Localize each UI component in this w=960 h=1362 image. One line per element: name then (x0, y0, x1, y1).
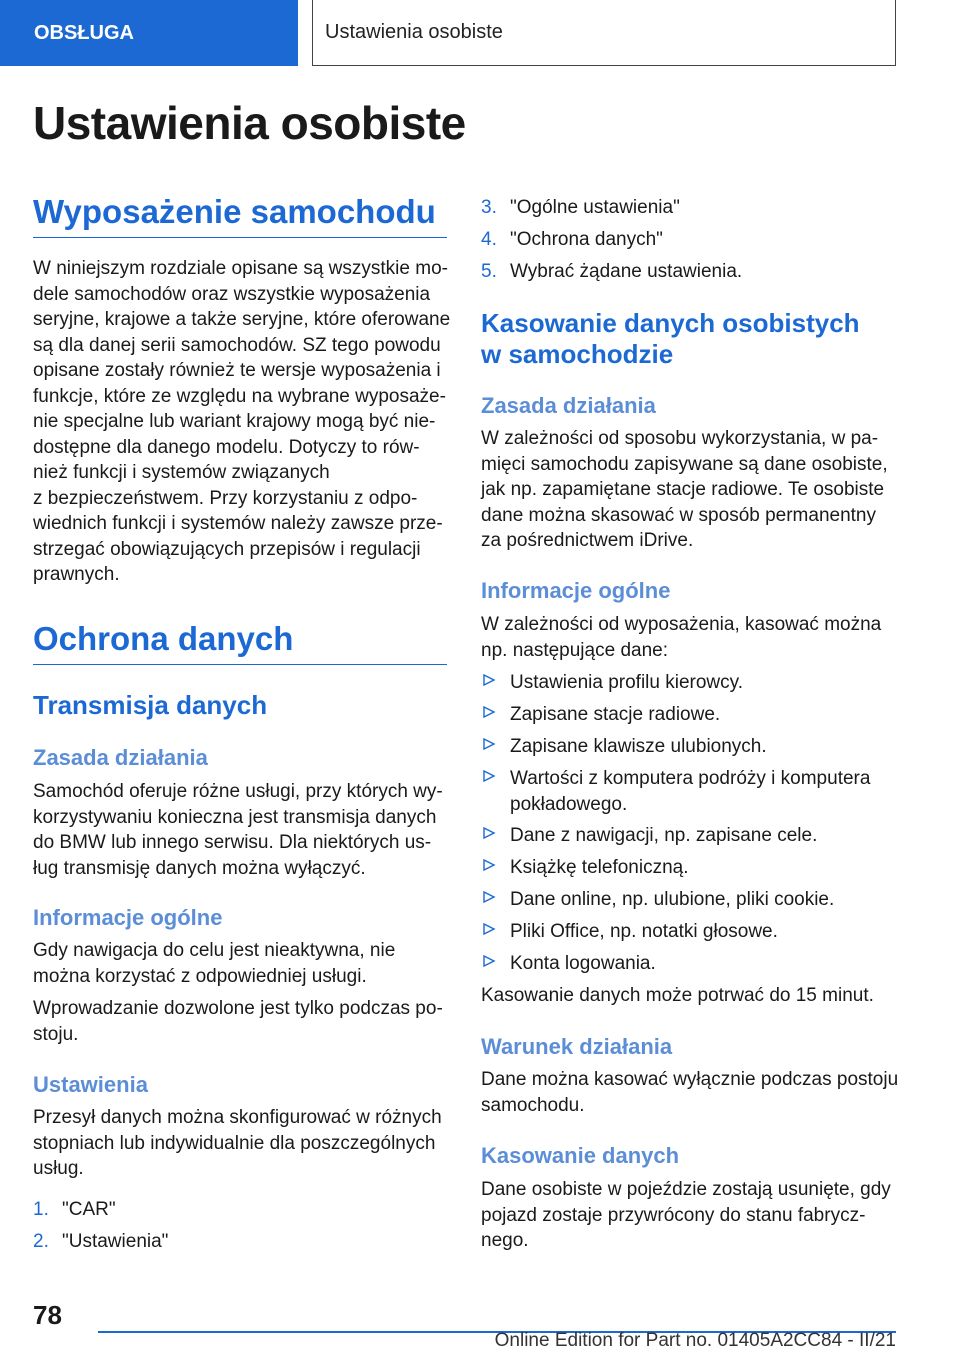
footer-edition: Online Edition for Part no. 01405A2CC84 - II/21 (494, 1330, 896, 1351)
bullet-text: Zapisane klawisze ulubionych. (510, 736, 767, 757)
paragraph-condition: Dane można kasować wyłącznie podczas postoju samochodu. (481, 1069, 899, 1116)
step-number: 1. (33, 1199, 49, 1220)
heading-general-left: Informacje ogólne (33, 905, 223, 930)
heading-transmission: Transmisja danych (33, 690, 268, 720)
triangle-right-outline-icon (482, 702, 496, 722)
section-tab: OBSŁUGA (0, 0, 298, 66)
bullet-text: Ustawienia profilu kierowcy. (510, 672, 744, 693)
triangle-right-outline-icon (482, 919, 496, 939)
paragraph-duration: Kasowanie danych może potrwać do 15 minut. (481, 985, 874, 1006)
step-number: 5. (481, 261, 497, 282)
step-text: Wybrać żądane ustawienia. (510, 261, 743, 282)
paragraph-settings: Przesył danych można skonfigurować w różnych stopniach lub indywidualnie dla poszczególnych usług. (33, 1107, 442, 1179)
heading-principle-right: Zasada działania (481, 393, 656, 418)
bullet-text: Dane online, np. ulubione, pliki cookie. (510, 889, 835, 910)
paragraph-general-left-1: Gdy nawigacja do celu jest nieaktywna, nie można korzystać z odpowiedniej usługi. (33, 940, 396, 987)
triangle-right-outline-icon (482, 887, 496, 907)
page-number: 78 (33, 1300, 62, 1330)
triangle-right-outline-icon (482, 823, 496, 843)
heading-deleting-data: Kasowanie danych (481, 1143, 680, 1168)
heading-principle-left: Zasada działania (33, 745, 208, 770)
triangle-right-outline-icon (482, 855, 496, 875)
heading-equipment: Wyposażenie samochodu (33, 193, 447, 238)
paragraph-principle-left: Samochód oferuje różne usługi, przy których wy- korzystywaniu konieczna jest transmisja danych do BMW lub innego serwisu. Dla niektórych us- ług transmisję danych można wyłączyć. (33, 781, 443, 879)
heading-settings: Ustawienia (33, 1072, 148, 1097)
step-text: "CAR" (62, 1199, 116, 1220)
heading-condition: Warunek działania (481, 1034, 673, 1059)
paragraph-deleting-data: Dane osobiste w pojeździe zostają usunięte, gdy pojazd zostaje przywrócony do stanu fabrycz- nego. (481, 1179, 891, 1251)
bullet-text: Konta logowania. (510, 953, 656, 974)
paragraph-general-right: W zależności od wyposażenia, kasować można np. następujące dane: (481, 614, 882, 661)
step-text: "Ustawienia" (62, 1231, 169, 1252)
chapter-header: Ustawienia osobiste (312, 0, 896, 66)
step-text: "Ogólne ustawienia" (510, 197, 680, 218)
step-number: 4. (481, 229, 497, 250)
bullet-text: Dane z nawigacji, np. zapisane cele. (510, 825, 818, 846)
bullet-text: Zapisane stacje radiowe. (510, 704, 721, 725)
bullet-text: Książkę telefoniczną. (510, 857, 689, 878)
heading-general-right: Informacje ogólne (481, 578, 671, 603)
step-text: "Ochrona danych" (510, 229, 663, 250)
triangle-right-outline-icon (482, 670, 496, 690)
bullet-text: Wartości z komputera podróży i komputera pokładowego. (510, 768, 871, 815)
triangle-right-outline-icon (482, 951, 496, 971)
paragraph-principle-right: W zależności od sposobu wykorzystania, w pa- mięci samochodu zapisywane są dane osobiste, jak np. zapamiętane stacje radiowe. Te osobiste dane można skasować w sposób permanentny za pośrednictwem iDrive. (481, 428, 888, 551)
bullet-text: Pliki Office, np. notatki głosowe. (510, 921, 778, 942)
page-title: Ustawienia osobiste (33, 97, 466, 149)
step-number: 2. (33, 1231, 49, 1252)
heading-delete-personal-data: Kasowanie danych osobistych w samochodzie (481, 308, 860, 369)
paragraph-equipment: W niniejszym rozdziale opisane są wszystkie mo- dele samochodów oraz wszystkie wyposażenia seryjne, krajowe a także seryjne, które oferowane są dla danej serii samochodów. SZ tego powodu opisane zostały również te wersje wyposażenia i funkcje, które ze względu na wybrane wyposaże- nie specjalne lub wariant krajowy mogą być nie- dostępne dla danego modelu. Dotyczy to rów- nież funkcji i systemów związanych z bezpieczeństwem. Przy korzystaniu z odpo- wiednich funkcji i systemów należy zawsze prze- strzegać obowiązujących przepisów i regulacji prawnych. (33, 258, 451, 585)
triangle-right-outline-icon (482, 766, 496, 786)
paragraph-general-left-2: Wprowadzanie dozwolone jest tylko podczas po- stoju. (33, 998, 443, 1045)
step-number: 3. (481, 197, 497, 218)
triangle-right-outline-icon (482, 734, 496, 754)
heading-privacy: Ochrona danych (33, 620, 447, 665)
